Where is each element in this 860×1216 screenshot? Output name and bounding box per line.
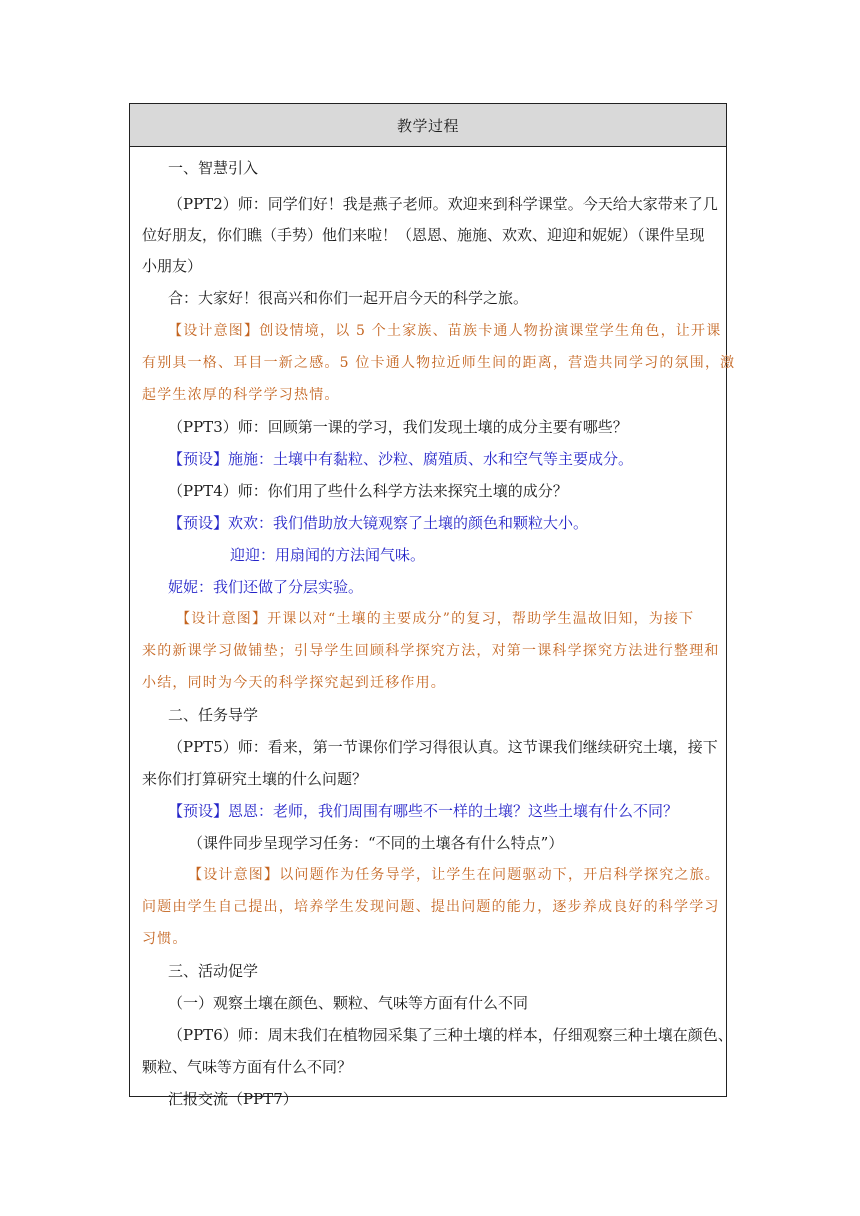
preset-answer-line: 【预设】恩恩：老师，我们周围有哪些不一样的土壤？这些土壤有什么不同？ bbox=[168, 802, 679, 820]
design-intent-line: 小结，同时为今天的科学探究起到迁移作用。 bbox=[142, 675, 446, 691]
preset-answer-line: 【预设】欢欢：我们借助放大镜观察了土壤的颜色和颗粒大小。 bbox=[168, 514, 589, 532]
table-header-title: 教学过程 bbox=[396, 116, 459, 135]
paragraph-line: （PPT2）师：同学们好！我是燕子老师。欢迎来到科学课堂。今天给大家带来了几 bbox=[168, 195, 718, 213]
paragraph-line: 颗粒、气味等方面有什么不同？ bbox=[142, 1058, 353, 1076]
paragraph-line: （PPT3）师：回顾第一课的学习，我们发现土壤的成分主要有哪些？ bbox=[168, 418, 628, 436]
table-header bbox=[130, 104, 726, 147]
preset-answer-line: 【预设】施施：土壤中有黏粒、沙粒、腐殖质、水和空气等主要成分。 bbox=[168, 450, 634, 468]
paragraph-line: （PPT5）师：看来，第一节课你们学习得很认真。这节课我们继续研究土壤，接下 bbox=[168, 738, 718, 756]
design-intent-line: 起学生浓厚的科学学习热情。 bbox=[142, 387, 340, 403]
teaching-process-table bbox=[129, 103, 736, 1108]
design-intent-line: 来的新课学习做铺垫；引导学生回顾科学探究方法，对第一课科学探究方法进行整理和 bbox=[142, 643, 720, 659]
subsection-heading: （一）观察土壤在颜色、颗粒、气味等方面有什么不同 bbox=[168, 994, 529, 1012]
paragraph-line: 来你们打算研究土壤的什么问题？ bbox=[142, 770, 368, 788]
design-intent-line: 习惯。 bbox=[142, 931, 188, 947]
section-heading: 二、任务导学 bbox=[168, 706, 259, 724]
design-intent-line: 【设计意图】创设情境，以 5 个土家族、苗族卡通人物扮演课堂学生角色，让开课 bbox=[168, 323, 722, 339]
paragraph-line: 小朋友） bbox=[142, 257, 203, 275]
paragraph-line: （PPT6）师：周末我们在植物园采集了三种土壤的样本，仔细观察三种土壤在颜色、 bbox=[168, 1026, 733, 1044]
design-intent-line: 【设计意图】以问题作为任务导学，让学生在问题驱动下，开启科学探究之旅。 bbox=[188, 867, 720, 883]
paragraph-line: 汇报交流（PPT7） bbox=[168, 1090, 298, 1108]
design-intent-line: 问题由学生自己提出，培养学生发现问题、提出问题的能力，逐步养成良好的科学学习 bbox=[142, 899, 720, 915]
section-heading: 三、活动促学 bbox=[168, 962, 259, 980]
paragraph-line: （PPT4）师：你们用了些什么科学方法来探究土壤的成分？ bbox=[168, 482, 568, 500]
paragraph-line: 位好朋友，你们瞧（手势）他们来啦！（恩恩、施施、欢欢、迎迎和妮妮）（课件呈现 bbox=[142, 226, 705, 244]
preset-answer-line: 迎迎：用扇闻的方法闻气味。 bbox=[230, 546, 426, 564]
design-intent-line: 有别具一格、耳目一新之感。5 位卡通人物拉近师生间的距离，营造共同学习的氛围，激 bbox=[142, 355, 736, 371]
paragraph-line: （课件同步呈现学习任务：“不同的土壤各有什么特点”） bbox=[188, 834, 564, 852]
preset-answer-line: 妮妮：我们还做了分层实验。 bbox=[168, 578, 364, 596]
design-intent-line: 【设计意图】开课以对“土壤的主要成分”的复习，帮助学生温故旧知，为接下 bbox=[176, 611, 695, 627]
paragraph-line: 合：大家好！很高兴和你们一起开启今天的科学之旅。 bbox=[168, 289, 529, 307]
section-heading: 一、智慧引入 bbox=[168, 159, 259, 177]
